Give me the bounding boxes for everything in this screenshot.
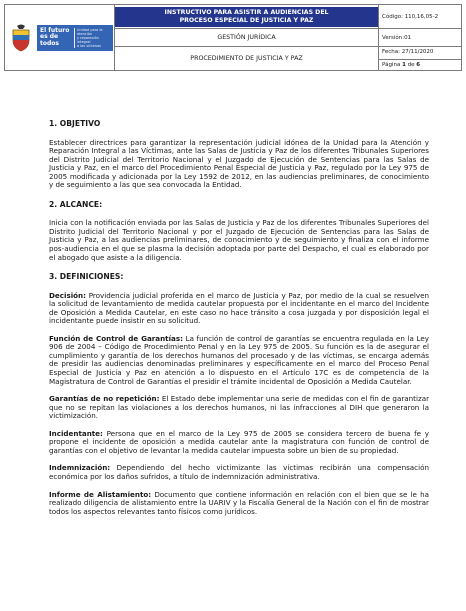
date-row	[379, 47, 461, 60]
code-label: Código:	[382, 13, 403, 20]
date-page-cell	[379, 47, 462, 71]
definition-term: Informe de Alistamiento:	[49, 489, 152, 499]
section-objetivo-text: Establecer directrices para garantizar la representación judicial idónea de la Unidad para la Atención y Reparación Integral a las Víctimas, ante las Salas de Justicia y Paz de los diferentes Tribunales Superiores del Distrito Judicial del Territorio Nacional y el Juzgado de Ejecución de Sentencias para las Salas de Justicia y Paz, en el marco del Procedimiento Penal Especial de Justicia y Paz, regulado por la Ley 975 de 2005 modificada y adicionada por la Ley 1592 de 2012, en las audiencias preliminares, de conocimiento y de seguimiento a las que sea convocada la Entidad.	[49, 137, 429, 190]
definition-term: Decisión:	[49, 290, 86, 300]
title-cell	[115, 5, 379, 29]
page-total: 6	[416, 62, 421, 68]
brand-slogan: El futuro es de todos	[40, 26, 70, 47]
definition-incidentante	[49, 430, 429, 456]
date-value: 27/11/2020	[401, 49, 434, 55]
code-cell	[379, 5, 462, 29]
section-definiciones-title: 3. DEFINICIONES:	[49, 272, 124, 282]
brand-agency: Unidad para la atención y reparación integral a las víctimas	[74, 28, 110, 48]
colombia-crest-icon	[9, 24, 33, 52]
page-row	[379, 60, 461, 70]
code-value: 110,16,05-2	[404, 13, 439, 20]
definition-term: Indemnización:	[49, 463, 111, 473]
definition-text: El Estado debe implementar una serie de medidas con el fin de garantizar que no se repitan las violaciones a los derechos humanos, ni las infracciones al DIH que generaron la victimización.	[49, 394, 430, 421]
definition-term: Incidentante:	[49, 428, 103, 438]
definition-text: Dependiendo del hecho victimizante las víctimas recibirán una compensación económica por los daños sufridos, a título de indemnización administrativa.	[49, 463, 429, 481]
title-line-1: INSTRUCTIVO PARA ASISTIR A AUDIENCIAS DEL	[164, 8, 329, 16]
process-name: GESTIÓN JURÍDICA	[115, 29, 379, 47]
document-body	[49, 120, 429, 516]
definition-control-garantias	[49, 335, 429, 386]
definition-text: Documento que contiene información en relación con el bien que se le ha realizado diligencia de alistamiento entre la UARIV y la Fiscalía General de la Nación con el fin de mostrar todos los aspectos relevantes tanto físicos como jurídicos.	[49, 489, 429, 516]
definition-text: Persona que en el marco de la Ley 975 de 2005 se considera tercero de buena fe y propone el incidente de oposición a medida cautelar ante la magistratura con función de control de garantías con el objetivo de levantar la medida cautelar impuesta sobre un bien de su propiedad.	[49, 428, 429, 455]
definition-informe-alistamiento	[49, 491, 429, 517]
page-number: 1	[402, 62, 406, 68]
definition-decision	[49, 292, 429, 326]
procedure-name: PROCEDIMIENTO DE JUSTICIA Y PAZ	[115, 47, 379, 71]
definition-term: Garantías de no repetición:	[49, 394, 160, 404]
section-alcance-text: Inicia con la notificación enviada por las Salas de Justicia y Paz de los diferentes Tribunales Superiores del Distrito Judicial del Territorio Nacional y por el Juzgado de Ejecución de Sentencias para las Salas de Justicia y Paz, a las audiencias preliminares, de conocimiento y de seguimiento y finaliza con el informe pos-audiencia en el que se plasma la decisión adoptada por parte del Despacho, el cual es elaborado por el abogado que asiste a la diligencia.	[49, 218, 429, 262]
section-alcance-title: 2. ALCANCE:	[49, 199, 103, 209]
version-cell	[379, 29, 462, 47]
version-value: 01	[404, 34, 412, 41]
definition-text: La función de control de garantías se encuentra regulada en la Ley 906 de 2004 – Código de Procedimiento Penal y en la Ley 975 de 2005. Su función es la de asegurar el cumplimiento y garantía de los derechos humanos del procesado y de las víctimas, se encarga además de presidir las audiencias denominadas preliminares y específicamente en el marco del Proceso Penal Especial de Justicia y Paz en atención a lo dispuesto en el Artículo 17C es de competencia de la Magistratura de Control de Garantías el presidir el trámite incidental de Oposición a Medida Cautelar.	[49, 333, 430, 386]
section-objetivo-title: 1. OBJETIVO	[49, 119, 101, 128]
gov-brand	[37, 25, 113, 51]
definition-indemnizacion	[49, 464, 429, 481]
page-of: de	[407, 62, 415, 68]
document-header	[4, 4, 462, 71]
page-label: Página	[382, 62, 401, 68]
title-line-2: PROCESO ESPECIAL DE JUSTICIA Y PAZ	[179, 16, 314, 24]
definition-garantias-no-repeticion	[49, 395, 429, 421]
date-label: Fecha:	[382, 49, 400, 55]
definition-term: Función de Control de Garantías:	[49, 333, 183, 343]
logo-cell	[5, 5, 115, 71]
document-title	[115, 7, 378, 27]
version-label: Versión:	[382, 34, 405, 41]
definition-text: Providencia judicial proferida en el marco de Justicia y Paz, por medio de la cual se resuelven la solicitud de levantamiento de medida cautelar propuesta por el incidentante en el marco del Incidente de Oposición a Medida Cautelar, en este caso no hace tránsito a cosa juzgada y por disposición legal el incidentante puede insistir en su solicitud.	[49, 290, 429, 326]
